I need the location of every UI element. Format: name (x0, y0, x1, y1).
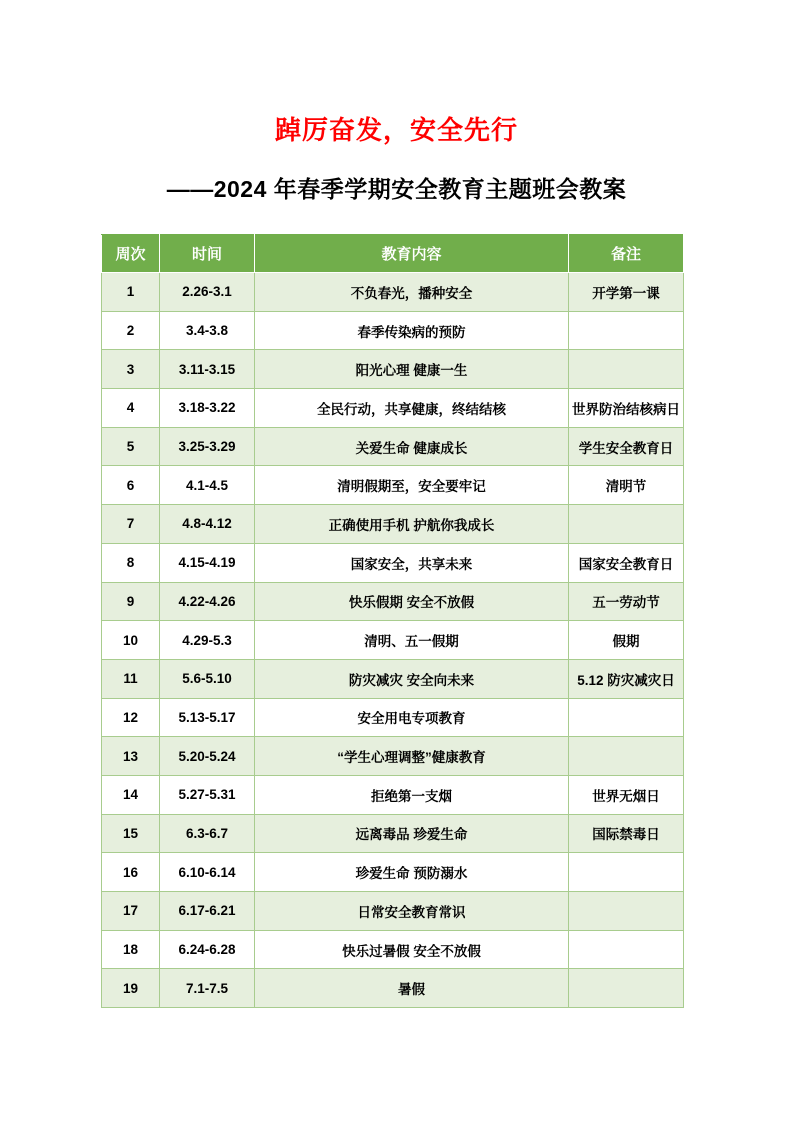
time-cell: 5.20-5.24 (160, 737, 255, 776)
note-cell (569, 311, 684, 350)
time-cell: 3.18-3.22 (160, 389, 255, 428)
note-cell (569, 698, 684, 737)
schedule-table-body (102, 273, 684, 1008)
note-cell (569, 505, 684, 544)
week-cell: 9 (102, 582, 160, 621)
table-row (102, 582, 684, 621)
page-subtitle: ——2024 年春季学期安全教育主题班会教案 (166, 176, 627, 202)
column-header-content: 教育内容 (255, 235, 569, 273)
column-header-time: 时间 (160, 235, 255, 273)
time-cell: 3.4-3.8 (160, 311, 255, 350)
week-cell: 19 (102, 969, 160, 1008)
content-cell: “学生心理调整”健康教育 (255, 737, 569, 776)
table-row (102, 350, 684, 389)
week-cell: 16 (102, 853, 160, 892)
table-row (102, 814, 684, 853)
time-cell: 4.15-4.19 (160, 543, 255, 582)
table-row (102, 427, 684, 466)
note-cell: 五一劳动节 (569, 582, 684, 621)
time-cell: 2.26-3.1 (160, 273, 255, 312)
note-cell (569, 737, 684, 776)
page-title: 踔厉奋发，安全先行 (274, 115, 518, 145)
note-cell (569, 350, 684, 389)
table-row (102, 775, 684, 814)
week-cell: 4 (102, 389, 160, 428)
week-cell: 15 (102, 814, 160, 853)
note-cell (569, 930, 684, 969)
table-row (102, 466, 684, 505)
table-row (102, 969, 684, 1008)
table-row (102, 505, 684, 544)
table-row (102, 737, 684, 776)
content-cell: 清明假期至，安全要牢记 (255, 466, 569, 505)
table-row (102, 543, 684, 582)
content-cell: 快乐假期 安全不放假 (255, 582, 569, 621)
content-cell: 防灾减灾 安全向未来 (255, 659, 569, 698)
column-header-note: 备注 (569, 235, 684, 273)
content-cell: 春季传染病的预防 (255, 311, 569, 350)
week-cell: 10 (102, 621, 160, 660)
time-cell: 3.25-3.29 (160, 427, 255, 466)
note-cell (569, 969, 684, 1008)
note-cell (569, 892, 684, 931)
header-row (102, 235, 684, 273)
time-cell: 6.24-6.28 (160, 930, 255, 969)
time-cell: 3.11-3.15 (160, 350, 255, 389)
note-cell: 世界防治结核病日 (569, 389, 684, 428)
table-row (102, 273, 684, 312)
note-cell: 5.12 防灾减灾日 (569, 659, 684, 698)
note-cell: 国家安全教育日 (569, 543, 684, 582)
note-cell: 开学第一课 (569, 273, 684, 312)
time-cell: 4.29-5.3 (160, 621, 255, 660)
time-cell: 4.8-4.12 (160, 505, 255, 544)
week-cell: 2 (102, 311, 160, 350)
content-cell: 阳光心理 健康一生 (255, 350, 569, 389)
time-cell: 4.22-4.26 (160, 582, 255, 621)
table-row (102, 698, 684, 737)
week-cell: 14 (102, 775, 160, 814)
table-row (102, 930, 684, 969)
schedule-table (101, 234, 684, 1008)
content-cell: 清明、五一假期 (255, 621, 569, 660)
week-cell: 13 (102, 737, 160, 776)
note-cell: 国际禁毒日 (569, 814, 684, 853)
week-cell: 3 (102, 350, 160, 389)
time-cell: 6.3-6.7 (160, 814, 255, 853)
content-cell: 全民行动，共享健康，终结结核 (255, 389, 569, 428)
time-cell: 4.1-4.5 (160, 466, 255, 505)
note-cell: 学生安全教育日 (569, 427, 684, 466)
time-cell: 7.1-7.5 (160, 969, 255, 1008)
table-row (102, 621, 684, 660)
week-cell: 12 (102, 698, 160, 737)
week-cell: 11 (102, 659, 160, 698)
content-cell: 国家安全，共享未来 (255, 543, 569, 582)
content-cell: 珍爱生命 预防溺水 (255, 853, 569, 892)
content-cell: 正确使用手机 护航你我成长 (255, 505, 569, 544)
time-cell: 6.17-6.21 (160, 892, 255, 931)
content-cell: 暑假 (255, 969, 569, 1008)
week-cell: 1 (102, 273, 160, 312)
table-row (102, 311, 684, 350)
week-cell: 5 (102, 427, 160, 466)
week-cell: 7 (102, 505, 160, 544)
week-cell: 6 (102, 466, 160, 505)
content-cell: 远离毒品 珍爱生命 (255, 814, 569, 853)
content-cell: 不负春光，播种安全 (255, 273, 569, 312)
time-cell: 5.6-5.10 (160, 659, 255, 698)
time-cell: 5.27-5.31 (160, 775, 255, 814)
table-row (102, 659, 684, 698)
content-cell: 安全用电专项教育 (255, 698, 569, 737)
table-row (102, 853, 684, 892)
note-cell: 假期 (569, 621, 684, 660)
column-header-week: 周次 (102, 235, 160, 273)
week-cell: 8 (102, 543, 160, 582)
table-row (102, 892, 684, 931)
note-cell (569, 853, 684, 892)
week-cell: 18 (102, 930, 160, 969)
content-cell: 拒绝第一支烟 (255, 775, 569, 814)
schedule-table-header (102, 235, 684, 273)
content-cell: 关爱生命 健康成长 (255, 427, 569, 466)
time-cell: 6.10-6.14 (160, 853, 255, 892)
week-cell: 17 (102, 892, 160, 931)
table-row (102, 389, 684, 428)
content-cell: 快乐过暑假 安全不放假 (255, 930, 569, 969)
time-cell: 5.13-5.17 (160, 698, 255, 737)
content-cell: 日常安全教育常识 (255, 892, 569, 931)
note-cell: 世界无烟日 (569, 775, 684, 814)
note-cell: 清明节 (569, 466, 684, 505)
